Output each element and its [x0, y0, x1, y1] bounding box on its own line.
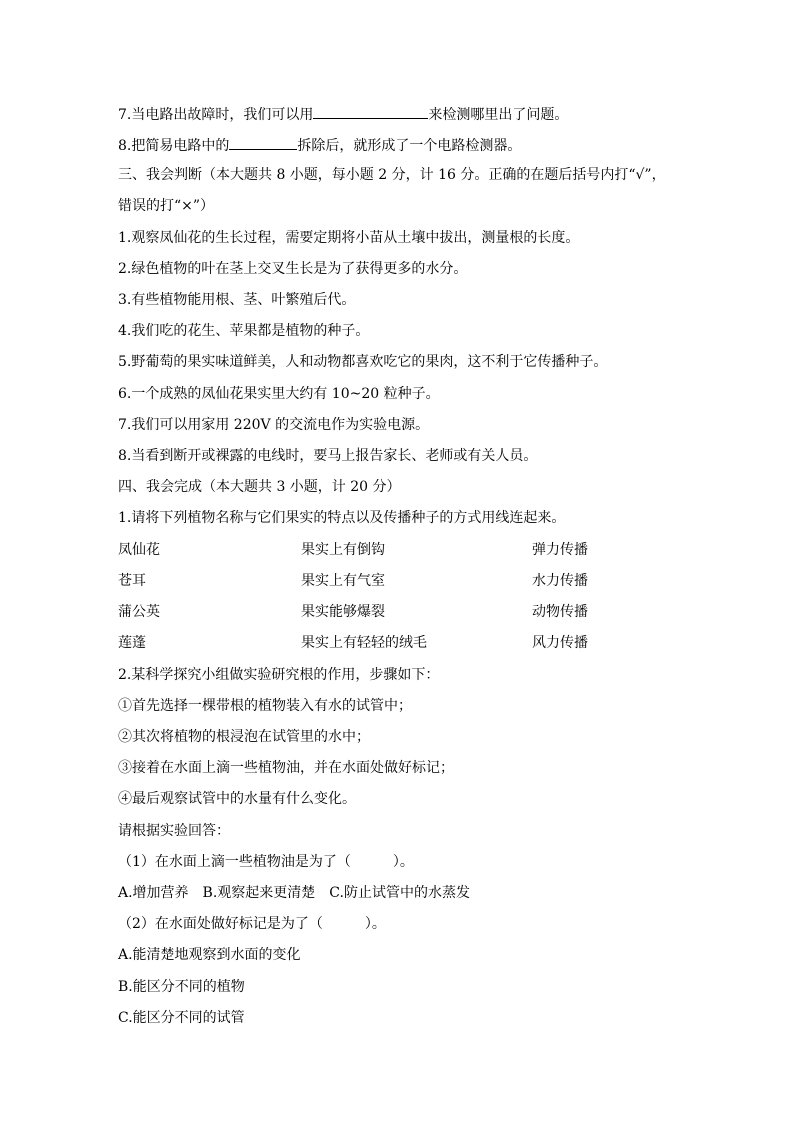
sub-question-2: （2）在水面处做好标记是为了（ ）。: [118, 916, 386, 932]
experiment-step: ①首先选择一棵带根的植物装入有水的试管中；: [118, 698, 412, 714]
judgement-item: 3.有些植物能用根、茎、叶繁殖后代。: [118, 292, 356, 308]
fruit-feature[interactable]: 果实上有倒钩: [301, 542, 385, 558]
experiment-instruction: 请根据实验回答：: [118, 823, 230, 839]
dispersal-method[interactable]: 动物传播: [532, 604, 588, 620]
question-s2-7: [118, 104, 568, 124]
judgement-item: 5.野葡萄的果实味道鲜美，人和动物都喜欢吃它的果肉，这不利于它传播种子。: [118, 354, 608, 370]
question-text: 8.把简易电路中的: [118, 138, 230, 154]
experiment-prompt: 2.某科学探究小组做实验研究根的作用，步骤如下：: [118, 667, 440, 683]
dispersal-method[interactable]: 风力传播: [532, 635, 588, 651]
question-text: 拆除后，就形成了一个电路检测器。: [297, 138, 522, 154]
judgement-item: 2.绿色植物的叶在茎上交叉生长是为了获得更多的水分。: [118, 261, 468, 277]
section3-heading: 三、我会判断（本大题共 8 小题，每小题 2 分，计 16 分。正确的在题后括号内打“√”，: [118, 167, 666, 183]
experiment-step: ④最后观察试管中的水量有什么变化。: [118, 791, 356, 807]
option-b[interactable]: B.能区分不同的植物: [118, 979, 245, 995]
answer-blank[interactable]: [229, 135, 297, 150]
section3-heading-cont: 错误的打“×”）: [118, 198, 215, 214]
experiment-step: ②其次将植物的根浸泡在试管里的水中；: [118, 729, 370, 745]
judgement-item: 7.我们可以用家用 220V 的交流电作为实验电源。: [118, 417, 430, 433]
judgement-item: 6.一个成熟的凤仙花果实里大约有 10~20 粒种子。: [118, 386, 440, 402]
question-text: 来检测哪里出了问题。: [428, 107, 569, 123]
fruit-feature[interactable]: 果实能够爆裂: [301, 604, 385, 620]
plant-name[interactable]: 莲蓬: [118, 635, 146, 651]
option-a[interactable]: A.能清楚地观察到水面的变化: [118, 947, 301, 963]
judgement-item: 8.当看到断开或裸露的电线时，要马上报告家长、老师或有关人员。: [118, 448, 538, 464]
experiment-step: ③接着在水面上滴一些植物油，并在水面处做好标记；: [118, 760, 454, 776]
matching-prompt: 1.请将下列植物名称与它们果实的特点以及传播种子的方式用线连起来。: [118, 510, 566, 526]
fruit-feature[interactable]: 果实上有轻轻的绒毛: [301, 635, 427, 651]
question-s2-8: [118, 135, 521, 155]
section4-heading: 四、我会完成（本大题共 3 小题，计 20 分）: [118, 479, 401, 495]
plant-name[interactable]: 蒲公英: [118, 604, 160, 620]
judgement-item: 4.我们吃的花生、苹果都是植物的种子。: [118, 323, 370, 339]
answer-blank[interactable]: [313, 104, 428, 119]
plant-name[interactable]: 苍耳: [118, 573, 146, 589]
question-text: 7.当电路出故障时，我们可以用: [118, 107, 314, 123]
plant-name[interactable]: 凤仙花: [118, 542, 160, 558]
dispersal-method[interactable]: 弹力传播: [532, 542, 588, 558]
sub-question-1-options: A.增加营养 B.观察起来更清楚 C.防止试管中的水蒸发: [118, 885, 470, 901]
fruit-feature[interactable]: 果实上有气室: [301, 573, 385, 589]
judgement-item: 1.观察凤仙花的生长过程，需要定期将小苗从土壤中拔出，测量根的长度。: [118, 230, 580, 246]
dispersal-method[interactable]: 水力传播: [532, 573, 588, 589]
option-c[interactable]: C.能区分不同的试管: [118, 1010, 245, 1026]
sub-question-1: （1）在水面上滴一些植物油是为了（ ）。: [118, 854, 414, 870]
